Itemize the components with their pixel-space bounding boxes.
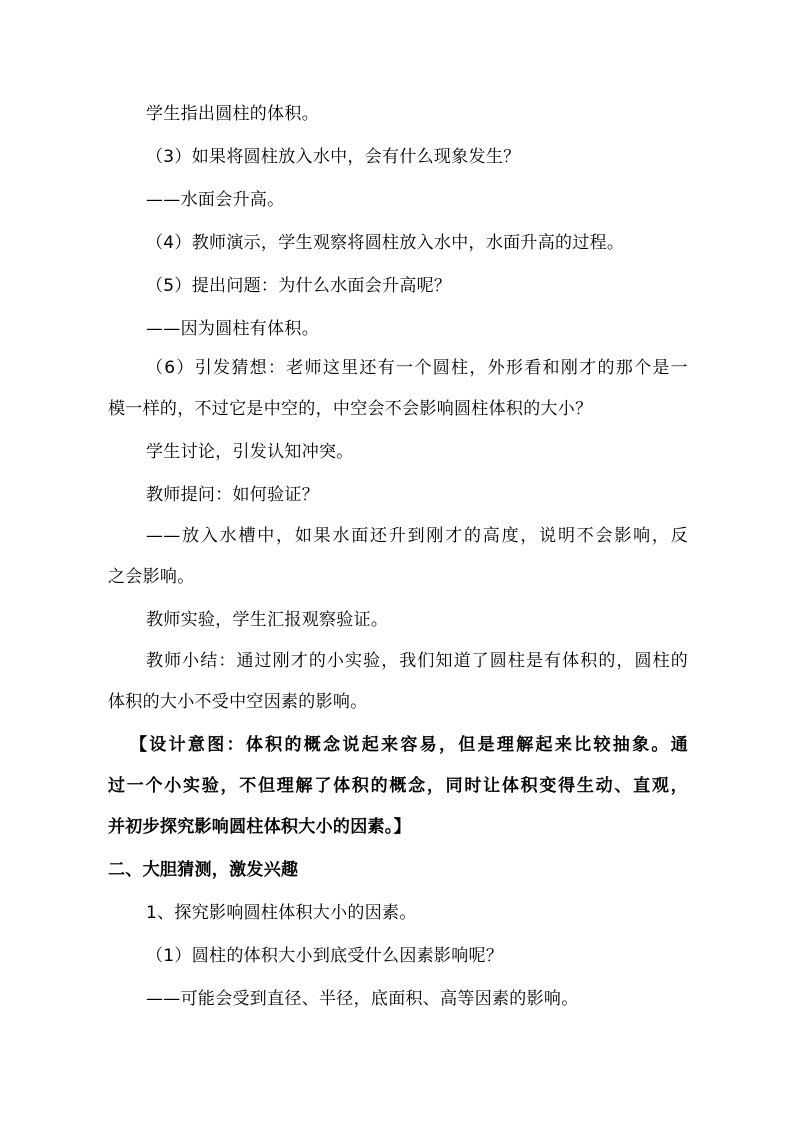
paragraph-line: （6）引发猜想：老师这里还有一个圆柱，外形看和刚才的那个是一	[146, 358, 688, 378]
paragraph-line: 学生讨论，引发认知冲突。	[146, 442, 354, 462]
paragraph-line: 教师提问：如何验证？	[146, 485, 319, 505]
paragraph-line: （3）如果将圆柱放入水中，会有什么现象发生？	[146, 147, 521, 167]
paragraph-line: ——放入水槽中，如果水面还升到刚才的高度，说明不会影响，反	[146, 526, 688, 546]
paragraph-line: 之会影响。	[108, 567, 195, 587]
paragraph-line: ——水面会升高。	[146, 190, 285, 210]
design-intent-line: 【设计意图：体积的概念说起来容易，但是理解起来比较抽象。通	[130, 735, 688, 755]
paragraph-line: ——因为圆柱有体积。	[146, 319, 319, 339]
paragraph-line: ——可能会受到直径、半径，底面积、高等因素的影响。	[146, 989, 579, 1009]
paragraph-line: （4）教师演示，学生观察将圆柱放入水中，水面升高的过程。	[146, 233, 625, 253]
paragraph-line: 体积的大小不受中空因素的影响。	[108, 692, 368, 712]
paragraph-line: 学生指出圆柱的体积。	[146, 104, 319, 124]
section-heading: 二、大胆猜测，激发兴趣	[108, 860, 299, 880]
paragraph-line: 教师小结：通过刚才的小实验，我们知道了圆柱是有体积的，圆柱的	[146, 651, 688, 671]
paragraph-line: （1）圆柱的体积大小到底受什么因素影响呢？	[146, 946, 504, 966]
design-intent-line: 并初步探究影响圆柱体积大小的因素。】	[108, 817, 411, 837]
paragraph-line: 1、探究影响圆柱体积大小的因素。	[146, 903, 417, 923]
design-intent-line: 过一个小实验，不但理解了体积的概念，同时让体积变得生动、直观，	[108, 776, 688, 796]
paragraph-line: 模一样的，不过它是中空的，中空会不会影响圆柱体积的大小？	[108, 399, 593, 419]
paragraph-line: （5）提出问题：为什么水面会升高呢？	[146, 276, 452, 296]
paragraph-line: 教师实验，学生汇报观察验证。	[146, 610, 389, 630]
